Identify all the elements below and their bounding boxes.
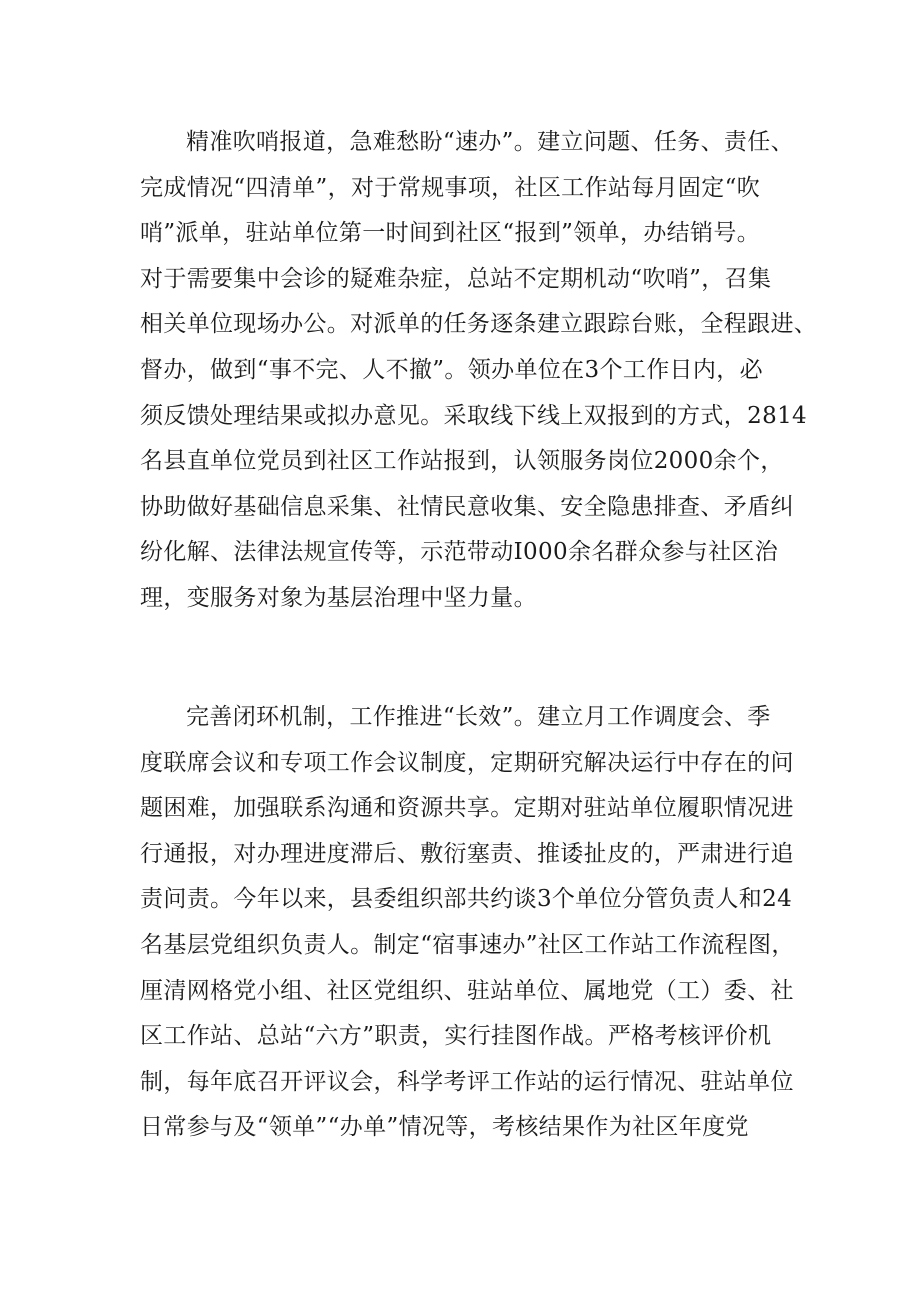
paragraph-line: 相关单位现场办公。对派单的任务逐条建立跟踪台账，全程跟进、: [140, 311, 818, 338]
paragraph-line: 题困难，加强联系沟通和资源共享。定期对驻站单位履职情况进: [140, 795, 794, 822]
paragraph-line: 须反馈处理结果或拟办意见。采取线下线上双报到的方式，2814: [140, 402, 808, 429]
paragraph-line: 厘清网格党小组、社区党组织、驻站单位、属地党（工）委、社: [140, 977, 794, 1004]
paragraph-line: 理，变服务对象为基层治理中坚力量。: [140, 584, 537, 611]
paragraph-line: 责问责。今年以来，县委组织部共约谈3个单位分管负责人和24: [140, 886, 793, 913]
paragraph-line: 纷化解、法律法规宣传等，示范带动I000余名群众参与社区治: [140, 539, 779, 566]
paragraph-line: 哨”派单，驻站单位第一时间到社区“报到”领单，办结销号。: [140, 220, 761, 247]
paragraph-line: 区工作站、总站“六方”职责，实行挂图作战。严格考核评价机: [140, 1023, 772, 1050]
paragraph-line: 督办，做到“事不完、人不撤”。领办单位在3个工作日内，必: [140, 356, 763, 383]
paragraph-line: 名基层党组织负责人。制定“宿事速办”社区工作站工作流程图，: [140, 931, 795, 958]
paragraph-line: 制，每年底召开评议会，科学考评工作站的运行情况、驻站单位: [140, 1068, 794, 1095]
paragraph-line: 完成情况“四清单”，对于常规事项，社区工作站每月固定“吹: [140, 174, 761, 201]
paragraph-line: 日常参与及“领单”“办单”情况等，考核结果作为社区年度党: [140, 1114, 749, 1141]
paragraph-line: 名县直单位党员到社区工作站报到，认领服务岗位2000余个，: [140, 448, 784, 475]
paragraph-1: [140, 120, 818, 622]
paragraph-line: 精准吹哨报道，急难愁盼“速办”。建立问题、任务、责任、: [186, 129, 794, 155]
paragraph-line: 行通报，对办理进度滞后、敷衍塞责、推诿扯皮的，严肃进行追: [140, 840, 794, 867]
paragraph-line: 完善闭环机制，工作推进“长效”。建立月工作调度会、季: [186, 704, 771, 730]
paragraph-line: 度联席会议和专项工作会议制度，定期研究解决运行中存在的问: [140, 749, 794, 776]
paragraph-line: 协助做好基础信息采集、社情民意收集、安全隐患排查、矛盾纠: [140, 493, 794, 520]
paragraph-2: [140, 695, 795, 1151]
paragraph-line: 对于需要集中会诊的疑难杂症，总站不定期机动“吹哨”，召集: [140, 265, 772, 292]
